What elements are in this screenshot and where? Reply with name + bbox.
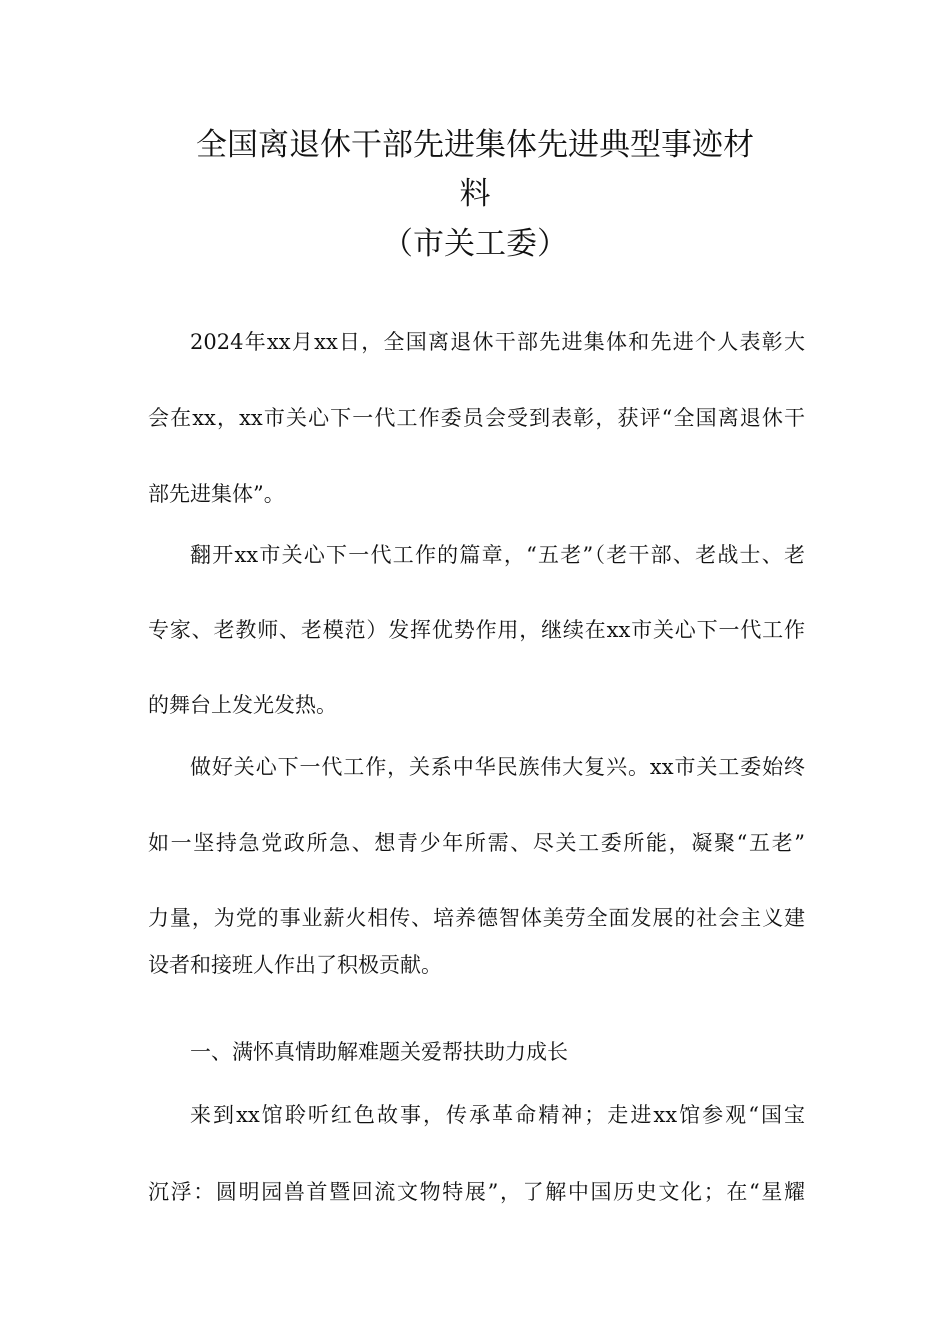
title-line-1: 全国离退休干部先进集体先进典型事迹材	[196, 127, 754, 163]
paragraph-4-line-2: 沉浮：圆明园兽首暨回流文物特展”，了解中国历史文化；在“星耀	[148, 1180, 805, 1204]
paragraph-2-line-2: 专家、老教师、老模范）发挥优势作用，继续在xx市关心下一代工作	[148, 618, 805, 642]
paragraph-4-line-1: 来到xx馆聆听红色故事，传承革命精神；走进xx馆参观“国宝	[190, 1103, 805, 1127]
paragraph-2-line-3: 的舞台上发光发热。	[148, 693, 337, 717]
paragraph-1-line-1: 2024年xx月xx日，全国离退休干部先进集体和先进个人表彰大	[190, 330, 805, 354]
paragraph-1-line-2: 会在xx，xx市关心下一代工作委员会受到表彰，获评“全国离退休干	[148, 406, 805, 430]
paragraph-3-line-4: 设者和接班人作出了积极贡献。	[148, 953, 442, 977]
paragraph-3-line-3: 力量，为党的事业薪火相传、培养德智体美劳全面发展的社会主义建	[148, 906, 805, 930]
paragraph-2-line-1: 翻开xx市关心下一代工作的篇章，“五老”（老干部、老战士、老	[190, 543, 805, 567]
paragraph-3-line-2: 如一坚持急党政所急、想青少年所需、尽关工委所能，凝聚“五老”	[148, 831, 805, 855]
section-heading-1: 一、满怀真情助解难题关爱帮扶助力成长	[190, 1040, 568, 1064]
title-subtitle: （市关工委）	[382, 226, 568, 262]
paragraph-1-line-3: 部先进集体”。	[148, 482, 285, 506]
paragraph-3-line-1: 做好关心下一代工作，关系中华民族伟大复兴。xx市关工委始终	[190, 755, 805, 779]
title-line-2: 料	[459, 176, 491, 212]
